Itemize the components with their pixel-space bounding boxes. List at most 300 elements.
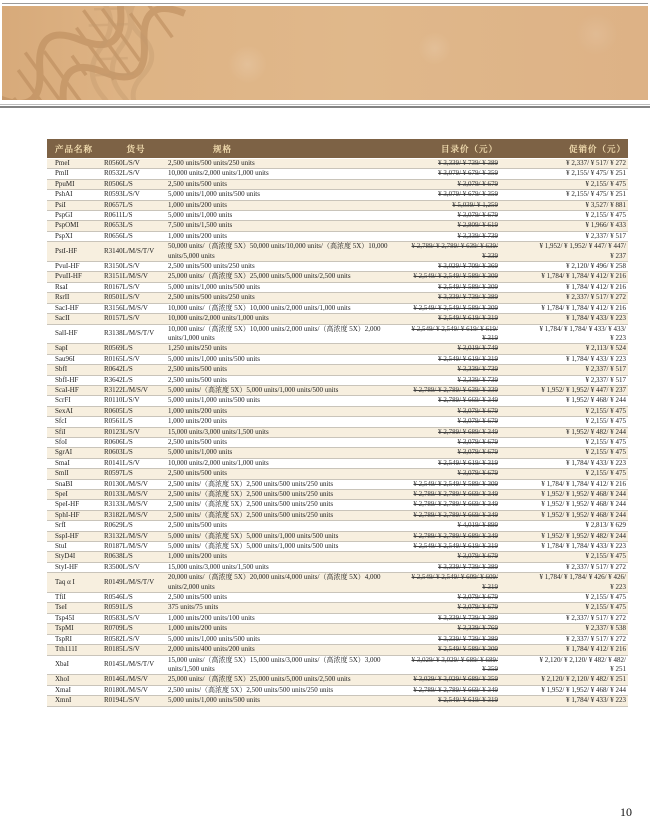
spec-cell: 15,000 units/3,000 units/1,500 units	[168, 427, 269, 436]
catalog-number-cell: R0506L/S	[104, 179, 133, 188]
table-row	[47, 262, 628, 272]
list-price-cell: ¥ 2,789/ ¥ 689/ ¥ 349	[438, 427, 498, 436]
product-name-cell: StuI	[55, 542, 67, 551]
product-name-cell: SfiI	[55, 427, 66, 436]
product-name-cell: ScaI-HF	[55, 385, 79, 394]
product-name-cell: TspRI	[55, 634, 73, 643]
catalog-number-cell: R0167L/S/V	[104, 282, 140, 291]
list-price-cell: ¥ 3,339/ ¥ 739	[457, 231, 498, 240]
table-row	[47, 438, 628, 448]
catalog-number-cell: R3182L/M/S/V	[104, 510, 148, 519]
list-price-cell: ¥ 3,079/ ¥ 679	[457, 179, 498, 188]
product-name-cell: PstI-HF	[55, 246, 78, 255]
catalog-number-cell: R0597L/S	[104, 469, 133, 478]
page-number: 10	[620, 805, 632, 819]
list-price-cell: ¥ 2,549/ ¥ 619/ ¥ 319	[438, 314, 498, 323]
spec-cell: 2,500 units/（高浓度 5X）2,500 units/500 units/250 units	[168, 500, 334, 509]
catalog-number-cell: R0141L/S/V	[104, 458, 140, 467]
product-name-cell: RsrII	[55, 293, 70, 302]
promo-price-cell: ¥ 1,952/ ¥ 1,952/ ¥ 482/ ¥ 244	[541, 531, 626, 540]
list-price-cell: ¥ 2,549/ ¥ 619/ ¥ 319	[438, 354, 498, 363]
product-name-cell: SbfI-HF	[55, 375, 79, 384]
table-row	[47, 511, 628, 521]
product-name-cell: PspOMI	[55, 221, 79, 230]
spec-cell: 5,000 units/1,000 units/500 units	[168, 190, 260, 199]
product-name-cell: SspI-HF	[55, 531, 79, 540]
promo-price-cell: ¥ 1,952/ ¥ 1,952/ ¥ 468/ ¥ 244	[541, 685, 626, 694]
promo-price-cell: ¥ 2,155/ ¥ 475/ ¥ 251	[566, 169, 626, 178]
spec-cell: 5,000 units/1,000 units	[168, 211, 233, 220]
promo-price-cell: ¥ 1,784/ ¥ 1,784/ ¥ 412/ ¥ 216	[541, 479, 626, 488]
table-row	[47, 428, 628, 438]
product-name-cell: SfcI	[55, 417, 67, 426]
catalog-number-cell: R0145L/M/S/T/V	[104, 660, 155, 669]
product-name-cell: Tsp45I	[55, 613, 75, 622]
product-name-cell: SpeI	[55, 490, 68, 498]
promo-price-cell: ¥ 1,952/ ¥ 1,952/ ¥ 447/ ¥ 447/ ¥ 237	[539, 242, 626, 260]
list-price-cell: ¥ 3,029/ ¥ 3,029/ ¥ 689/ ¥ 689/ ¥ 359	[411, 655, 498, 673]
promo-price-cell: ¥ 3,527/ ¥ 881	[585, 200, 626, 209]
list-price-cell: ¥ 3,079/ ¥ 679	[457, 417, 498, 426]
spec-cell: 1,250 units/250 units	[168, 344, 227, 353]
table-row	[47, 304, 628, 314]
list-price-cell: ¥ 2,549/ ¥ 619/ ¥ 319	[438, 696, 498, 705]
product-name-cell: PvuI-HF	[55, 262, 80, 271]
spec-cell: 7,500 units/1,500 units	[168, 221, 233, 230]
product-price-table	[47, 139, 628, 707]
list-price-cell: ¥ 2,549/ ¥ 2,549/ ¥ 589/ ¥ 309	[413, 303, 498, 312]
product-name-cell: SfoI	[55, 437, 68, 446]
product-name-cell: PmlI	[55, 169, 69, 178]
product-name-cell: TfiI	[55, 593, 66, 602]
promo-price-cell: ¥ 2,155/ ¥ 475/ ¥ 251	[566, 190, 626, 199]
catalog-number-cell: R0606L/S	[104, 437, 133, 446]
list-price-cell: ¥ 2,549/ ¥ 2,549/ ¥ 619/ ¥ 619/ ¥ 319	[411, 324, 498, 342]
product-name-cell: StyD4I	[55, 552, 76, 561]
promo-price-cell: ¥ 2,155/ ¥ 475	[585, 437, 626, 446]
table-row	[47, 675, 628, 685]
list-price-cell: ¥ 3,339/ ¥ 739/ ¥ 389	[438, 634, 498, 643]
promo-price-cell: ¥ 2,155/ ¥ 475	[585, 603, 626, 612]
table-row	[47, 563, 628, 573]
catalog-number-cell: R0642L/S	[104, 365, 133, 374]
dna-helix-illustration	[2, 6, 422, 100]
catalog-number-cell: R3132L/M/S/V	[104, 531, 148, 540]
promo-price-cell: ¥ 2,155/ ¥ 475	[585, 406, 626, 415]
spec-cell: 5,000 units/1,000 units/500 units	[168, 634, 260, 643]
spec-cell: 2,500 units/500 units	[168, 469, 227, 478]
spec-cell: 5,000 units/（高浓度 5X）5,000 units/1,000 units/500 units	[168, 531, 339, 540]
product-name-cell: SapI	[55, 344, 68, 353]
list-price-cell: ¥ 3,079/ ¥ 679/ ¥ 359	[438, 190, 498, 199]
spec-cell: 10,000 units/2,000 units/1,000 units	[168, 314, 269, 323]
spec-cell: 5,000 units/1,000 units/500 units	[168, 396, 260, 405]
promo-price-cell: ¥ 1,784/ ¥ 433/ ¥ 223	[566, 354, 626, 363]
table-row	[47, 696, 628, 706]
product-name-cell: SgrAI	[55, 448, 73, 457]
table-row	[47, 344, 628, 354]
spec-cell: 10,000 units/2,000 units/1,000 units	[168, 169, 269, 178]
product-name-cell: SalI-HF	[55, 329, 78, 338]
promo-price-cell: ¥ 1,952/ ¥ 1,952/ ¥ 468/ ¥ 244	[541, 500, 626, 509]
catalog-number-cell: R0165L/S/V	[104, 354, 140, 363]
product-name-cell: Taq α I	[55, 577, 75, 586]
table-row	[47, 365, 628, 375]
table-row	[47, 232, 628, 242]
table-row	[47, 635, 628, 645]
table-row	[47, 593, 628, 603]
promo-price-cell: ¥ 1,952/ ¥ 1,952/ ¥ 447/ ¥ 237	[541, 385, 626, 394]
table-row	[47, 532, 628, 542]
list-price-cell: ¥ 3,079/ ¥ 679	[457, 406, 498, 415]
table-row	[47, 614, 628, 624]
catalog-number-cell: R0194L/S/V	[104, 696, 140, 705]
product-name-cell: ScrFI	[55, 396, 71, 405]
catalog-number-cell: R3138L/M/S/T/V	[104, 329, 155, 338]
spec-cell: 25,000 units/（高浓度 5X）25,000 units/5,000 units/2,500 units	[168, 272, 351, 281]
promo-price-cell: ¥ 2,120/ ¥ 496/ ¥ 258	[566, 262, 626, 271]
promo-price-cell: ¥ 1,952/ ¥ 1,952/ ¥ 468/ ¥ 244	[541, 510, 626, 519]
spec-cell: 15,000 units/3,000 units/1,500 units	[168, 562, 269, 571]
product-name-cell: SpeI-HF	[55, 500, 80, 509]
product-name-cell: RsaI	[55, 282, 68, 291]
catalog-number-cell: R0149L/M/S/T/V	[104, 577, 155, 586]
promo-price-cell: ¥ 2,155/ ¥ 475	[585, 417, 626, 426]
table-row	[47, 480, 628, 490]
list-price-cell: ¥ 3,339/ ¥ 739/ ¥ 389	[438, 562, 498, 571]
header-product-name: 产品名称	[55, 143, 94, 154]
product-name-cell: PpuMI	[55, 179, 75, 188]
spec-cell: 2,000 units/400 units/200 units	[168, 645, 255, 654]
catalog-number-cell: R0187L/M/S/V	[104, 542, 148, 551]
promo-price-cell: ¥ 1,784/ ¥ 433/ ¥ 223	[566, 696, 626, 705]
header-spec: 规格	[213, 143, 233, 154]
spec-cell: 1,000 units/200 units	[168, 200, 227, 209]
catalog-number-cell: R0709L/S	[104, 624, 133, 633]
table-row	[47, 500, 628, 510]
table-row	[47, 469, 628, 479]
promo-price-cell: ¥ 1,784/ ¥ 433/ ¥ 223	[566, 458, 626, 467]
table-row	[47, 542, 628, 552]
product-name-cell: SphI-HF	[55, 510, 80, 519]
catalog-number-cell: R0157L/S/V	[104, 314, 140, 323]
product-name-cell: Sau96I	[55, 354, 75, 363]
spec-cell: 5,000 units/1,000 units	[168, 448, 233, 457]
catalog-number-cell: R0653L/S	[104, 221, 133, 230]
spec-cell: 1,000 units/200 units	[168, 406, 227, 415]
product-name-cell: SacII	[55, 314, 70, 323]
catalog-number-cell: R0130L/M/S/V	[104, 479, 148, 488]
catalog-number-cell: R0603L/S	[104, 448, 133, 457]
promo-price-cell: ¥ 2,155/ ¥ 475	[585, 552, 626, 561]
product-name-cell: SbfI	[55, 365, 68, 374]
list-price-cell: ¥ 2,789/ ¥ 2,789/ ¥ 639/ ¥ 339	[413, 385, 498, 394]
promo-price-cell: ¥ 2,337/ ¥ 538	[585, 624, 626, 633]
spec-cell: 2,500 units/500 units	[168, 437, 227, 446]
catalog-number-cell: R0611L/S	[104, 211, 133, 220]
product-name-cell: Tth111I	[55, 645, 78, 654]
spec-cell: 5,000 units/1,000 units/500 units	[168, 696, 260, 705]
catalog-number-cell: R0185L/S/V	[104, 645, 140, 654]
list-price-cell: ¥ 2,549/ ¥ 2,549/ ¥ 589/ ¥ 309	[413, 479, 498, 488]
product-name-cell: XbaI	[55, 660, 69, 669]
spec-cell: 10,000 units/（高浓度 5X）10,000 units/2,000 units/（高浓度 5X）2,000 units/1,000 units	[168, 324, 381, 342]
promo-price-cell: ¥ 2,120/ ¥ 2,120/ ¥ 482/ ¥ 482/ ¥ 251	[539, 655, 626, 673]
spec-cell: 2,500 units/500 units/250 units	[168, 159, 255, 167]
list-price-cell: ¥ 3,029/ ¥ 3,029/ ¥ 689/ ¥ 359	[413, 675, 498, 684]
spec-cell: 2,500 units/500 units/250 units	[168, 262, 255, 271]
spec-cell: 2,500 units/（高浓度 5X）2,500 units/500 units/250 units	[168, 490, 334, 498]
spec-cell: 50,000 units/（高浓度 5X）50,000 units/10,000 units/（高浓度 5X）10,000 units/5,000 units	[168, 242, 388, 260]
promo-price-cell: ¥ 2,155/ ¥ 475	[585, 448, 626, 457]
banner-bottom-rule-light	[0, 104, 650, 105]
list-price-cell: ¥ 2,789/ ¥ 2,789/ ¥ 669/ ¥ 349	[413, 490, 498, 498]
spec-cell: 2,500 units/500 units	[168, 179, 227, 188]
product-name-cell: TspMI	[55, 624, 74, 633]
product-name-cell: PvuII-HF	[55, 272, 82, 281]
table-body	[47, 159, 628, 707]
catalog-number-cell: R0638L/S	[104, 552, 133, 561]
table-row	[47, 573, 628, 593]
promo-price-cell: ¥ 1,952/ ¥ 1,952/ ¥ 468/ ¥ 244	[541, 490, 626, 498]
list-price-cell: ¥ 2,789/ ¥ 669/ ¥ 349	[438, 396, 498, 405]
promo-price-cell: ¥ 1,966/ ¥ 433	[585, 221, 626, 230]
table-row	[47, 448, 628, 458]
product-name-cell: PshAI	[55, 190, 73, 199]
spec-cell: 20,000 units/（高浓度 5X）20,000 units/4,000 units/（高浓度 5X）4,000 units/2,000 units	[168, 573, 381, 591]
table-row	[47, 221, 628, 231]
promo-price-cell: ¥ 2,337/ ¥ 517/ ¥ 272	[566, 634, 626, 643]
spec-cell: 10,000 units/2,000 units/1,000 units	[168, 458, 269, 467]
catalog-number-cell: R0591L/S	[104, 603, 133, 612]
list-price-cell: ¥ 3,079/ ¥ 679/ ¥ 359	[438, 169, 498, 178]
table-row	[47, 283, 628, 293]
product-name-cell: XmaI	[55, 685, 71, 694]
product-name-cell: SnaBI	[55, 479, 73, 488]
promo-price-cell: ¥ 1,784/ ¥ 1,784/ ¥ 412/ ¥ 216	[541, 303, 626, 312]
list-price-cell: ¥ 2,789/ ¥ 2,789/ ¥ 669/ ¥ 349	[413, 510, 498, 519]
list-price-cell: ¥ 2,789/ ¥ 2,789/ ¥ 669/ ¥ 349	[413, 500, 498, 509]
promo-price-cell: ¥ 2,337/ ¥ 517/ ¥ 272	[566, 562, 626, 571]
product-name-cell: XmnI	[55, 696, 72, 705]
list-price-cell: ¥ 2,549/ ¥ 2,549/ ¥ 619/ ¥ 319	[413, 542, 498, 551]
catalog-number-cell: R0501L/S/V	[104, 293, 140, 302]
table-row	[47, 376, 628, 386]
catalog-number-cell: R3151L/M/S/V	[104, 272, 148, 281]
table-row	[47, 190, 628, 200]
table-header-row	[47, 139, 628, 158]
catalog-number-cell: R3500L/S/V	[104, 562, 140, 571]
spec-cell: 15,000 units/（高浓度 5X）15,000 units/3,000 units/（高浓度 5X）3,000 units/1,500 units	[168, 655, 381, 673]
promo-price-cell: ¥ 1,784/ ¥ 1,784/ ¥ 426/ ¥ 426/ ¥ 223	[539, 573, 626, 591]
list-price-cell: ¥ 5,039/ ¥ 1,259	[452, 200, 498, 209]
table-row	[47, 396, 628, 406]
list-price-cell: ¥ 3,019/ ¥ 749	[457, 344, 498, 353]
table-row	[47, 293, 628, 303]
list-price-cell: ¥ 2,809/ ¥ 619	[457, 221, 498, 230]
list-price-cell: ¥ 3,339/ ¥ 769	[457, 624, 498, 633]
list-price-cell: ¥ 3,079/ ¥ 679	[457, 437, 498, 446]
spec-cell: 5,000 units/（高浓度 5X）5,000 units/1,000 units/500 units	[168, 542, 339, 551]
table-row	[47, 314, 628, 324]
list-price-cell: ¥ 2,789/ ¥ 2,789/ ¥ 669/ ¥ 349	[413, 685, 498, 694]
promo-price-cell: ¥ 2,155/ ¥ 475	[585, 593, 626, 602]
promo-price-cell: ¥ 2,155/ ¥ 475	[585, 469, 626, 478]
table-row	[47, 201, 628, 211]
list-price-cell: ¥ 2,549/ ¥ 2,549/ ¥ 589/ ¥ 309	[413, 272, 498, 281]
list-price-cell: ¥ 3,339/ ¥ 739/ ¥ 389	[438, 159, 498, 167]
list-price-cell: ¥ 3,079/ ¥ 679	[457, 469, 498, 478]
catalog-number-cell: R3140L/M/S/T/V	[104, 246, 155, 255]
table-row	[47, 603, 628, 613]
catalog-number-cell: R0605L/S	[104, 406, 133, 415]
promo-price-cell: ¥ 2,337/ ¥ 517	[585, 375, 626, 384]
table-row	[47, 686, 628, 696]
spec-cell: 1,000 units/200 units/100 units	[168, 613, 255, 622]
catalog-number-cell: R3642L/S	[104, 375, 133, 384]
spec-cell: 5,000 units/1,000 units/500 units	[168, 282, 260, 291]
header-list-price: 目录价（元）	[440, 143, 498, 154]
product-name-cell: XhoI	[55, 675, 70, 684]
spec-cell: 1,000 units/200 units	[168, 231, 227, 240]
catalog-number-cell: R0123L/S/V	[104, 427, 140, 436]
list-price-cell: ¥ 3,029/ ¥ 709/ ¥ 369	[438, 262, 498, 271]
catalog-number-cell: R3156L/M/S/V	[104, 303, 148, 312]
catalog-number-cell: R0656L/S	[104, 231, 133, 240]
catalog-number-cell: R0657L/S	[104, 200, 133, 209]
table-row	[47, 169, 628, 179]
catalog-number-cell: R0629L/S	[104, 521, 133, 530]
promo-price-cell: ¥ 1,784/ ¥ 412/ ¥ 216	[566, 282, 626, 291]
list-price-cell: ¥ 2,549/ ¥ 619/ ¥ 319	[438, 458, 498, 467]
catalog-number-cell: R3150L/S/V	[104, 262, 140, 271]
promo-price-cell: ¥ 2,813/ ¥ 629	[585, 521, 626, 530]
table-row	[47, 242, 628, 262]
promo-price-cell: ¥ 1,784/ ¥ 1,784/ ¥ 433/ ¥ 223	[541, 542, 626, 551]
list-price-cell: ¥ 3,079/ ¥ 679	[457, 593, 498, 602]
promo-price-cell: ¥ 1,784/ ¥ 433/ ¥ 223	[566, 314, 626, 323]
list-price-cell: ¥ 3,339/ ¥ 739/ ¥ 389	[438, 293, 498, 302]
table-row	[47, 552, 628, 562]
product-name-cell: SexAI	[55, 406, 73, 415]
list-price-cell: ¥ 3,079/ ¥ 679	[457, 603, 498, 612]
list-price-cell: ¥ 3,339/ ¥ 739/ ¥ 389	[438, 613, 498, 622]
table-row	[47, 490, 628, 500]
catalog-number-cell: R0583L/S/V	[104, 613, 140, 622]
table-row	[47, 624, 628, 634]
spec-cell: 1,000 units/200 units	[168, 417, 227, 426]
header-catalog-number: 货号	[126, 143, 146, 154]
table-row	[47, 325, 628, 345]
product-name-cell: StyI-HF	[55, 562, 78, 571]
table-row	[47, 407, 628, 417]
list-price-cell: ¥ 3,339/ ¥ 739	[457, 375, 498, 384]
table-row	[47, 521, 628, 531]
product-name-cell: SmaI	[55, 458, 70, 467]
product-name-cell: SacI-HF	[55, 303, 79, 312]
header-banner	[2, 6, 648, 100]
banner-bottom-rule	[0, 106, 650, 108]
spec-cell: 2,500 units/500 units/250 units	[168, 293, 255, 302]
spec-cell: 2,500 units/500 units	[168, 521, 227, 530]
promo-price-cell: ¥ 1,952/ ¥ 482/ ¥ 244	[566, 427, 626, 436]
spec-cell: 2,500 units/（高浓度 5X）2,500 units/500 units/250 units	[168, 479, 334, 488]
promo-price-cell: ¥ 1,784/ ¥ 412/ ¥ 216	[566, 645, 626, 654]
promo-price-cell: ¥ 2,155/ ¥ 475	[585, 179, 626, 188]
promo-price-cell: ¥ 2,120/ ¥ 2,120/ ¥ 482/ ¥ 251	[541, 675, 626, 684]
catalog-number-cell: R0532L/S/V	[104, 169, 140, 178]
product-name-cell: SmlI	[55, 469, 69, 478]
product-name-cell: TseI	[55, 603, 67, 612]
catalog-number-cell: R3133L/M/S/V	[104, 500, 148, 509]
catalog-number-cell: R0146L/M/S/V	[104, 675, 148, 684]
catalog-number-cell: R0560L/S/V	[104, 159, 140, 167]
spec-cell: 2,500 units/500 units	[168, 375, 227, 384]
top-rule	[2, 3, 648, 4]
spec-cell: 1,000 units/200 units	[168, 624, 227, 633]
table-row	[47, 272, 628, 282]
catalog-number-cell: R0180L/M/S/V	[104, 685, 148, 694]
product-name-cell: PmeI	[55, 159, 70, 167]
spec-cell: 25,000 units/（高浓度 5X）25,000 units/5,000 units/2,500 units	[168, 675, 351, 684]
product-name-cell: PspGI	[55, 211, 73, 220]
catalog-number-cell: R0133L/M/S/V	[104, 490, 148, 498]
catalog-number-cell: R0546L/S	[104, 593, 133, 602]
promo-price-cell: ¥ 2,113/ ¥ 524	[585, 344, 626, 353]
promo-price-cell: ¥ 2,337/ ¥ 517/ ¥ 272	[566, 613, 626, 622]
list-price-cell: ¥ 2,549/ ¥ 2,549/ ¥ 609/ ¥ 609/ ¥ 319	[411, 573, 498, 591]
table-row	[47, 656, 628, 676]
list-price-cell: ¥ 3,339/ ¥ 739	[457, 365, 498, 374]
spec-cell: 2,500 units/500 units	[168, 365, 227, 374]
table-row	[47, 645, 628, 655]
list-price-cell: ¥ 3,079/ ¥ 679	[457, 448, 498, 457]
promo-price-cell: ¥ 1,952/ ¥ 468/ ¥ 244	[566, 396, 626, 405]
promo-price-cell: ¥ 1,784/ ¥ 1,784/ ¥ 433/ ¥ 433/ ¥ 223	[539, 324, 626, 342]
spec-cell: 2,500 units/（高浓度 5X）2,500 units/500 units/250 units	[168, 510, 334, 519]
table-row	[47, 386, 628, 396]
table-row	[47, 211, 628, 221]
catalog-number-cell: R0569L/S	[104, 344, 133, 353]
list-price-cell: ¥ 4,019/ ¥ 899	[457, 521, 498, 530]
spec-cell: 1,000 units/200 units	[168, 552, 227, 561]
spec-cell: 5,000 units/1,000 units/500 units	[168, 354, 260, 363]
catalog-number-cell: R0561L/S	[104, 417, 133, 426]
catalog-number-cell: R0110L/S/V	[104, 396, 140, 405]
list-price-cell: ¥ 3,079/ ¥ 679	[457, 211, 498, 220]
promo-price-cell: ¥ 2,337/ ¥ 517/ ¥ 272	[566, 293, 626, 302]
promo-price-cell: ¥ 2,337/ ¥ 517	[585, 231, 626, 240]
list-price-cell: ¥ 3,079/ ¥ 679	[457, 552, 498, 561]
product-name-cell: PspXI	[55, 231, 73, 240]
spec-cell: 2,500 units/（高浓度 5X）2,500 units/500 units/250 units	[168, 685, 334, 694]
table-row	[47, 159, 628, 169]
promo-price-cell: ¥ 1,784/ ¥ 1,784/ ¥ 412/ ¥ 216	[541, 272, 626, 281]
product-name-cell: PsiI	[55, 200, 66, 209]
list-price-cell: ¥ 2,789/ ¥ 2,789/ ¥ 689/ ¥ 349	[413, 531, 498, 540]
list-price-cell: ¥ 2,789/ ¥ 2,789/ ¥ 639/ ¥ 639/ ¥ 339	[411, 242, 498, 260]
table-row	[47, 459, 628, 469]
spec-cell: 5,000 units/（高浓度 5X）5,000 units/1,000 units/500 units	[168, 385, 339, 394]
promo-price-cell: ¥ 2,337/ ¥ 517	[585, 365, 626, 374]
table-row	[47, 417, 628, 427]
product-name-cell: SrfI	[55, 521, 66, 530]
list-price-cell: ¥ 2,549/ ¥ 589/ ¥ 309	[438, 282, 498, 291]
promo-price-cell: ¥ 2,337/ ¥ 517/ ¥ 272	[566, 159, 626, 167]
catalog-number-cell: R0593L/S/V	[104, 190, 140, 199]
list-price-cell: ¥ 2,549/ ¥ 589/ ¥ 309	[438, 645, 498, 654]
spec-cell: 2,500 units/500 units	[168, 593, 227, 602]
